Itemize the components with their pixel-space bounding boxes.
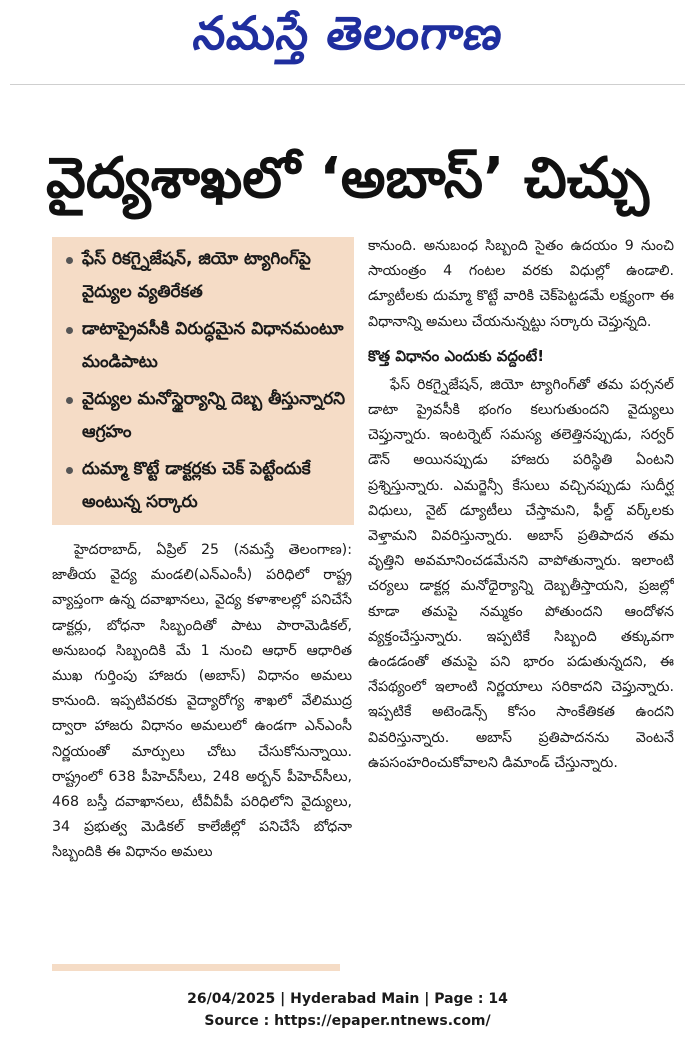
article-paragraph: ఫేస్ రికగ్నైజేషన్, జియో ట్యాగింగ్‌తో తమ పర్సనల్ డాటా ప్రైవసీకి భంగం కలుగుతుందని వైద్యులు చెప్తున్నారు. ఇంటర్నెట్ సమస్య తలెత్తినప్పుడు, సర్వర్ డౌన్ అయినప్పుడు హాజరు పరిస్థితి ఏంటని ప్రశ్నిస్తున్నారు. ఎమర్జెన్సీ కేసులు వచ్చినప్పుడు సుదీర్ఘ విధులు, నైట్ డ్యూటీలు చేస్తామని, ఫీల్డ్ వర్క్‌లకు వెళ్తామని వివరిస్తున్నారు. అబాస్ ప్రతిపాదన తమ వృత్తిని అవమానించడమేనని వాపోతున్నారు. ఇలాంటి చర్యలు డాక్టర్ల మనోధైర్యాన్ని దెబ్బతీస్తాయని, ప్రజల్లో కూడా తమపై నమ్మకం పోతుందని ఆందోళన వ్యక్తంచేస్తున్నారు. ఇప్పటికే సిబ్బంది తక్కువగా ఉండడంతో తమపై పని భారం పడుతున్నదని, ఈ నేపథ్యంలో ఇలాంటి నిర్ణయాలు సరికాదని చెప్తున్నారు. ఇప్పటికే అటెండెన్స్ కోసం సాంకేతికత ఉందని వివరిస్తున్నారు. అబాస్ ప్రతిపాదనను వెంటనే ఉపసంహరించుకోవాలని డిమాండ్ చేస్తున్నారు.: [368, 376, 674, 771]
highlight-item: [66, 383, 346, 449]
highlight-text: ఫేస్ రికగ్నైజేషన్, జియో ట్యాగింగ్‌పై వైద్యుల వ్యతిరేకత: [82, 249, 311, 302]
highlight-text: వైద్యుల మనోస్థైర్యాన్ని దెబ్బ తీస్తున్నారని ఆగ్రహం: [82, 389, 346, 442]
article-headline: వైద్యశాఖలో ‘అబాస్’ చిచ్చు: [46, 145, 649, 211]
footer-accent-band: [52, 964, 340, 971]
bullet-icon: [66, 327, 73, 334]
page-footer: [0, 988, 695, 1032]
highlights-box: [52, 237, 354, 525]
article-paragraph: కానుంది. అనుబంధ సిబ్బంది సైతం ఉదయం 9 నుంచి సాయంత్రం 4 గంటల వరకు విధుల్లో ఉండాలి. డ్యూటీలకు దుమ్మా కొట్టే వారికి చెక్‌పెట్టడమే లక్ష్యంగా ఈ విధానాన్ని అమలు చేయనున్నట్టు సర్కారు చెప్తున్నది.: [368, 238, 674, 330]
newspaper-logo: నమస్తే తెలంగాణ: [189, 6, 507, 60]
bullet-icon: [66, 257, 73, 264]
bullet-icon: [66, 467, 73, 474]
masthead-divider: [10, 84, 685, 85]
article-body-left: హైదరాబాద్, ఏప్రిల్ 25 (నమస్తే తెలంగాణ): జాతీయ వైద్య మండలి(ఎన్ఎంసీ) పరిధిలో రాష్ట్ర వ్యాప్తంగా ఉన్న దవాఖానలు, వైద్య కళాశాలల్లో పనిచేసే డాక్టర్లు, బోధనా సిబ్బందితో పాటు పారామెడికల్, అనుబంధ సిబ్బందికి మే 1 నుంచి ఆధార్ ఆధారిత ముఖ గుర్తింపు హాజరు (అబాస్) విధానం అమలు కానుంది. ఇప్పటివరకు వైద్యారోగ్య శాఖలో వేలిముద్ర ద్వారా హాజరు విధానం అమలులో ఉండగా ఎన్ఎంసీ నిర్ణయంతో మార్పులు చోటు చేసుకోనున్నాయి. రాష్ట్రంలో 638 పీహెచ్‌సీలు, 248 అర్బన్ పీహెచ్‌సీలు, 468 బస్తీ దవాఖానలు, టీవీవీపీ పరిధిలోని వైద్యులు, 34 ప్రభుత్వ మెడికల్ కాలేజీల్లో పనిచేసే బోధనా సిబ్బందికి ఈ విధానం అమలు: [52, 542, 352, 861]
source-url: Source : https://epaper.ntnews.com/: [204, 1013, 491, 1029]
article-body-right: [368, 234, 674, 964]
highlight-item: [66, 313, 346, 379]
edition-info: 26/04/2025 | Hyderabad Main | Page : 14: [187, 991, 508, 1007]
highlight-item: [66, 453, 346, 519]
bullet-icon: [66, 397, 73, 404]
masthead: [0, 0, 695, 78]
article-subheading: కొత్త విధానం ఎందుకు వద్దంటే!: [368, 346, 545, 365]
highlight-item: [66, 243, 346, 309]
highlight-text: దుమ్మా కొట్టే డాక్టర్లకు చెక్ పెట్టేందుకే అంటున్న సర్కారు: [82, 459, 311, 512]
highlight-text: డాటాప్రైవసీకి విరుద్ధమైన విధానమంటూ మండిపాటు: [82, 319, 344, 372]
